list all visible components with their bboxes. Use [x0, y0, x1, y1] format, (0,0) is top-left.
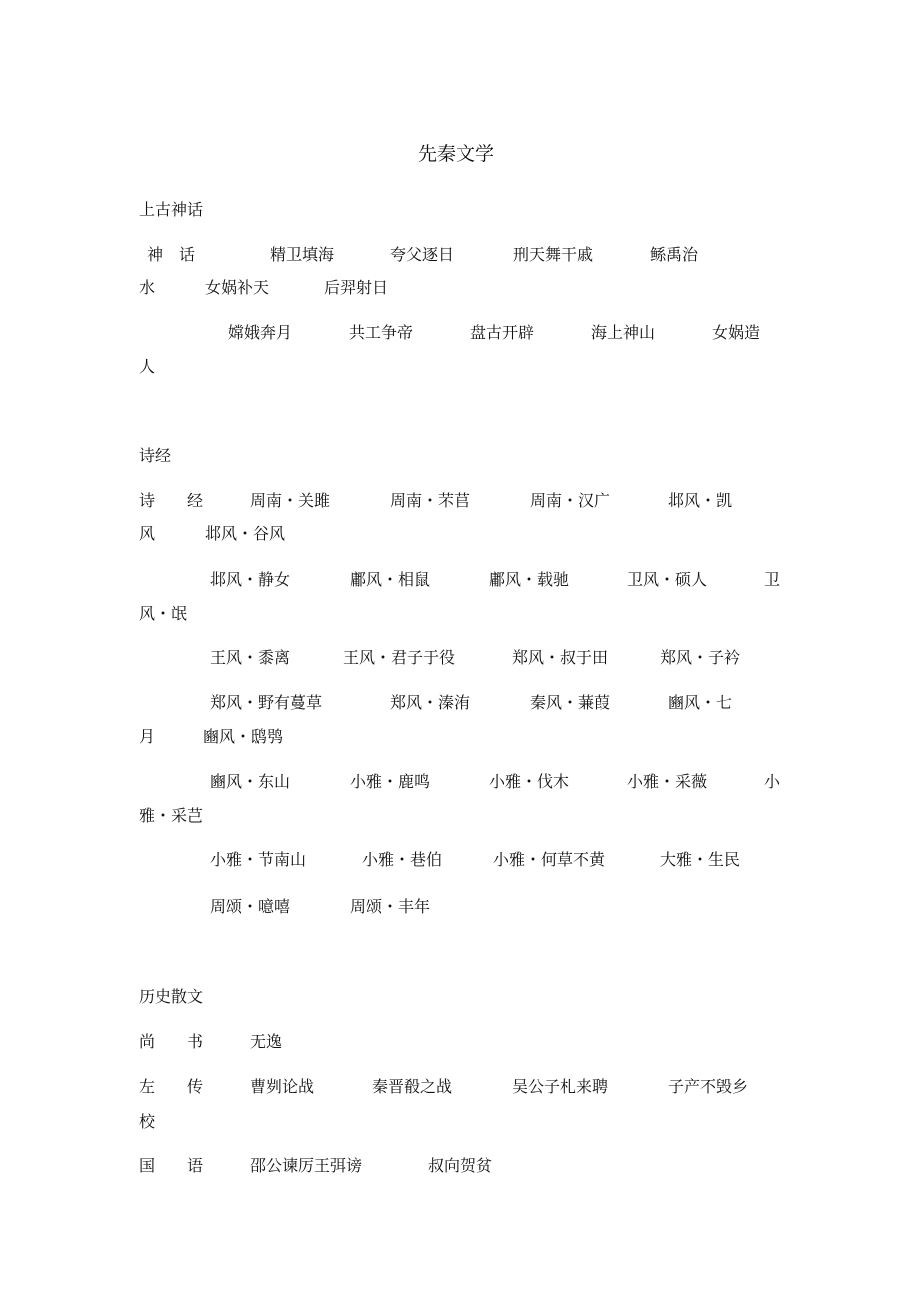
entry: 周南・芣苢 [390, 491, 471, 510]
entry: 秦晋殽之战 [372, 1077, 453, 1096]
entry: 周南・关雎 [250, 491, 331, 510]
section-heading-myth: 上古神话 [139, 200, 204, 219]
entry: 海上神山 [591, 323, 656, 342]
entry: 小雅・巷伯 [362, 850, 443, 869]
book-label-zuozhuan: 左 传 [139, 1077, 204, 1096]
entry: 小 [764, 772, 781, 791]
entry: 叔向贺贫 [428, 1156, 493, 1175]
entry: 周颂・丰年 [350, 897, 431, 916]
entry: 精卫填海 [270, 245, 335, 264]
entry: 邶风・凯 [668, 491, 733, 510]
entry: 豳风・鸱鸮 [203, 727, 284, 746]
entry: 雅・采芑 [139, 806, 204, 825]
entry: 月 [139, 727, 156, 746]
entry: 风・氓 [139, 604, 188, 623]
entry: 小雅・节南山 [210, 850, 307, 869]
entry: 无逸 [250, 1032, 283, 1051]
entry: 风 [139, 524, 156, 543]
entry: 刑天舞干戚 [513, 245, 594, 264]
entry: 小雅・鹿鸣 [350, 772, 431, 791]
entry: 周颂・噫嘻 [210, 897, 291, 916]
entry: 校 [139, 1112, 156, 1131]
entry: 秦风・蒹葭 [530, 693, 611, 712]
entry: 王风・君子于役 [343, 648, 456, 667]
entry: 人 [139, 357, 156, 376]
entry: 夸父逐日 [390, 245, 455, 264]
entry: 王风・黍离 [210, 648, 291, 667]
entry: 郑风・叔于田 [512, 648, 609, 667]
entry: 郑风・子衿 [660, 648, 741, 667]
entry: 大雅・生民 [660, 850, 741, 869]
entry: 女娲造 [712, 323, 761, 342]
entry: 豳风・东山 [210, 772, 291, 791]
entry: 吴公子札来聘 [512, 1077, 609, 1096]
page-title: 先秦文学 [418, 143, 495, 165]
entry: 小雅・采薇 [627, 772, 708, 791]
entry: 女娲补天 [205, 278, 270, 297]
book-label-shijing: 诗 经 [139, 491, 204, 510]
entry: 子产不毁乡 [668, 1077, 749, 1096]
entry: 周南・汉广 [530, 491, 611, 510]
entry: 曹刿论战 [250, 1077, 315, 1096]
section-heading-shijing: 诗经 [139, 446, 172, 465]
entry: 小雅・伐木 [489, 772, 570, 791]
entry: 小雅・何草不黄 [493, 850, 606, 869]
entry: 盘古开辟 [470, 323, 535, 342]
entry: 鄘风・相鼠 [350, 570, 431, 589]
section-heading-prose: 历史散文 [139, 987, 204, 1006]
entry: 共工争帝 [349, 323, 414, 342]
entry: 豳风・七 [668, 693, 733, 712]
book-label-shangshu: 尚 书 [139, 1032, 204, 1051]
entry: 卫 [764, 570, 781, 589]
entry: 水 [139, 278, 156, 297]
entry: 卫风・硕人 [627, 570, 708, 589]
entry: 邵公谏厉王弭谤 [250, 1156, 363, 1175]
entry: 郑风・溱洧 [390, 693, 471, 712]
entry: 鄘风・载驰 [489, 570, 570, 589]
entry: 郑风・野有蔓草 [210, 693, 323, 712]
entry: 鲧禹治 [650, 245, 699, 264]
book-label-guoyu: 国 语 [139, 1156, 204, 1175]
entry: 邶风・静女 [210, 570, 291, 589]
entry: 邶风・谷风 [205, 524, 286, 543]
entry: 嫦娥奔月 [228, 323, 293, 342]
entry: 后羿射日 [324, 278, 389, 297]
book-label-myth: 神 话 [147, 245, 196, 264]
